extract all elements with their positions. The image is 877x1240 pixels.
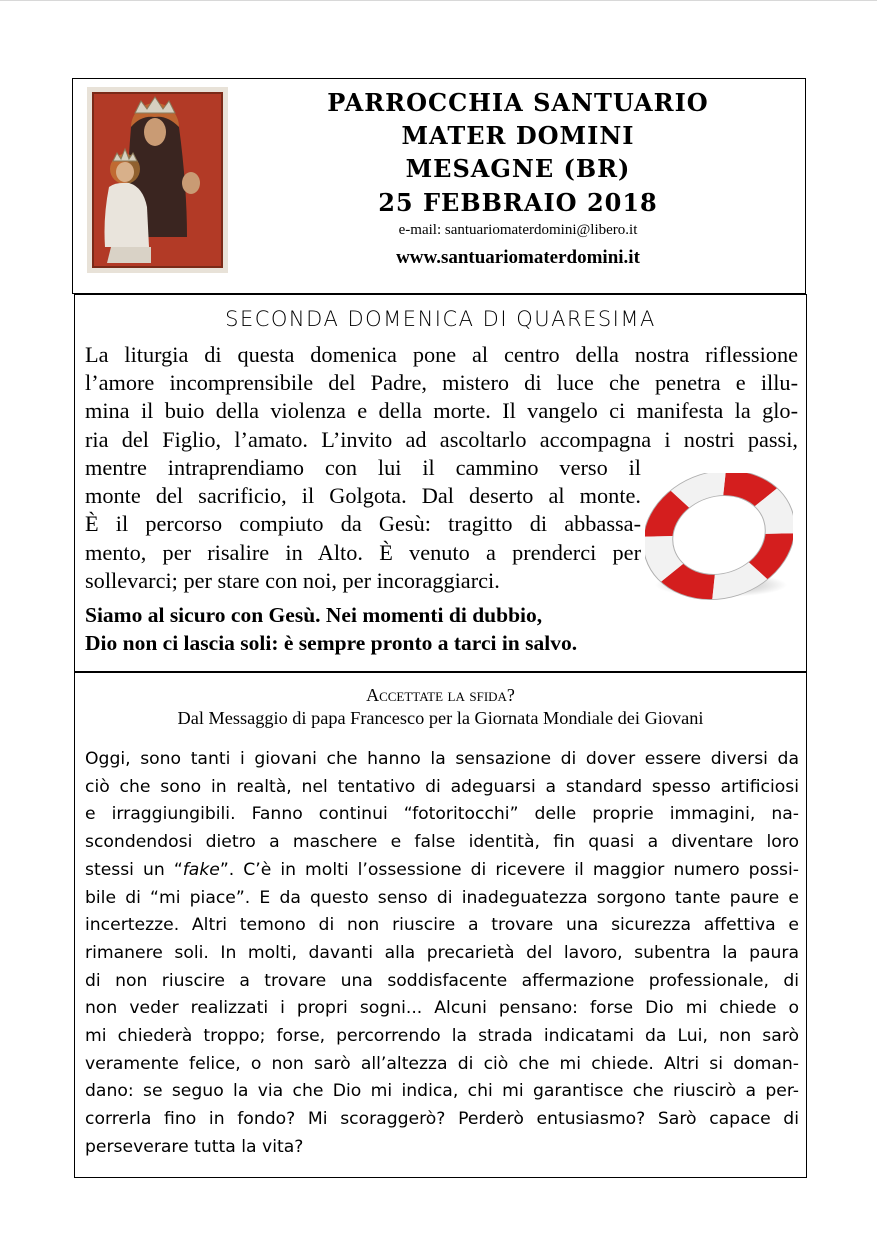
text-line: e irraggiungibili. Fanno continui “fotoritocchi” delle proprie immagini, na- (85, 804, 799, 825)
parish-name-line1: PARROCCHIA SANTUARIO (327, 88, 709, 117)
text-line: l’amore incomprensibile del Padre, mistero di luce che penetra e illu- (85, 370, 798, 396)
key-message-line: Dio non ci lascia soli: è sempre pronto a tarci in salvo. (85, 631, 578, 655)
italic-word: fake (182, 859, 220, 880)
reflection-paragraph-wrapped (85, 454, 641, 595)
parish-website: www.santuariomaterdomini.it (396, 247, 640, 268)
pope-message-body (85, 746, 799, 1162)
parish-header (72, 78, 806, 294)
text-line: mentre intraprendiamo con lui il cammino verso il (85, 455, 641, 480)
reflection-paragraph-full (85, 341, 798, 454)
text-line: mi chiederà troppo; forse, percorrendo la strada indicatami da Lui, non sarò (85, 1026, 799, 1047)
section-title: SECONDA DOMENICA DI QUARESIMA (225, 307, 656, 331)
text-line: sollevarci; per stare con noi, per incoraggiarci. (85, 567, 500, 593)
parish-name-line2: MATER DOMINI (401, 121, 635, 150)
text-fragment: ”. C’è in molti l’ossessione di ricevere il maggior numero possi- (219, 859, 799, 880)
text-line: non veder realizzati i propri sogni... Alcuni pensano: forse Dio mi chiede o (85, 998, 799, 1019)
text-line: di non riuscire a trovare una soddisfacente affermazione professionale, di (85, 970, 799, 991)
text-line: ciò che sono in realtà, nel tentativo di adeguarsi a standard spesso artificiosi (85, 776, 799, 797)
text-line: È il percorso compiuto da Gesù: tragitto di abbassa- (85, 511, 641, 537)
page-top-rule (0, 0, 877, 1)
text-line: mina il buio della violenza e della morte. Il vangelo ci manifesta la glo- (85, 398, 798, 424)
parish-location: MESAGNE (BR) (405, 154, 631, 183)
text-line: veramente felice, o non sarò all’altezza di ciò che mi chiede. Altri si doman- (85, 1053, 799, 1074)
key-message (85, 601, 798, 657)
key-message-line: Siamo al sicuro con Gesù. Nei momenti di dubbio, (85, 603, 543, 627)
text-line: scondendosi dietro a maschere e false identità, fin quasi a diventare loro (85, 832, 799, 853)
text-line: incertezze. Altri temono di non riuscire a trovare una sicurezza affettiva e (85, 915, 799, 936)
section-subtitle: Dal Messaggio di papa Francesco per la Giornata Mondiale dei Giovani (177, 708, 704, 728)
text-line: correrla fino in fondo? Mi scoraggerò? Perderò entusiasmo? Sarò capace di (85, 1109, 799, 1130)
section-title: Accettate la sfida? (366, 685, 515, 705)
text-fragment: stessi un “ (85, 859, 183, 880)
bulletin-date: 25 FEBBRAIO 2018 (378, 188, 658, 217)
text-line: bile di “mi piace”. E da questo senso di inadeguatezza sorgono tante paure e (85, 887, 799, 908)
text-line (85, 857, 799, 885)
text-line: mento, per risalire in Alto. È venuto a prenderci per (85, 539, 641, 565)
text-line: monte del sacrificio, il Golgota. Dal deserto al monte. (85, 483, 641, 509)
text-line: perseverare tutta la vita? (85, 1136, 304, 1157)
text-line: rimanere soli. In molti, davanti alla precarietà del lavoro, subentra la paura (85, 942, 799, 963)
text-line: ria del Figlio, l’amato. L’invito ad ascoltarlo accompagna i nostri passi, (85, 426, 798, 452)
lifebuoy-icon (645, 473, 793, 601)
madonna-painting-icon (87, 87, 228, 273)
text-line: Oggi, sono tanti i giovani che hanno la sensazione di dover essere diversi da (85, 749, 799, 769)
parish-email: e-mail: santuariomaterdomini@libero.it (398, 222, 638, 238)
pope-message-section (74, 672, 807, 1178)
sunday-reflection-section (74, 294, 807, 672)
text-line: La liturgia di questa domenica pone al centro della nostra riflessione (85, 342, 798, 367)
text-line: dano: se seguo la via che Dio mi indica, chi mi garantisce che riuscirò a per- (85, 1081, 799, 1102)
